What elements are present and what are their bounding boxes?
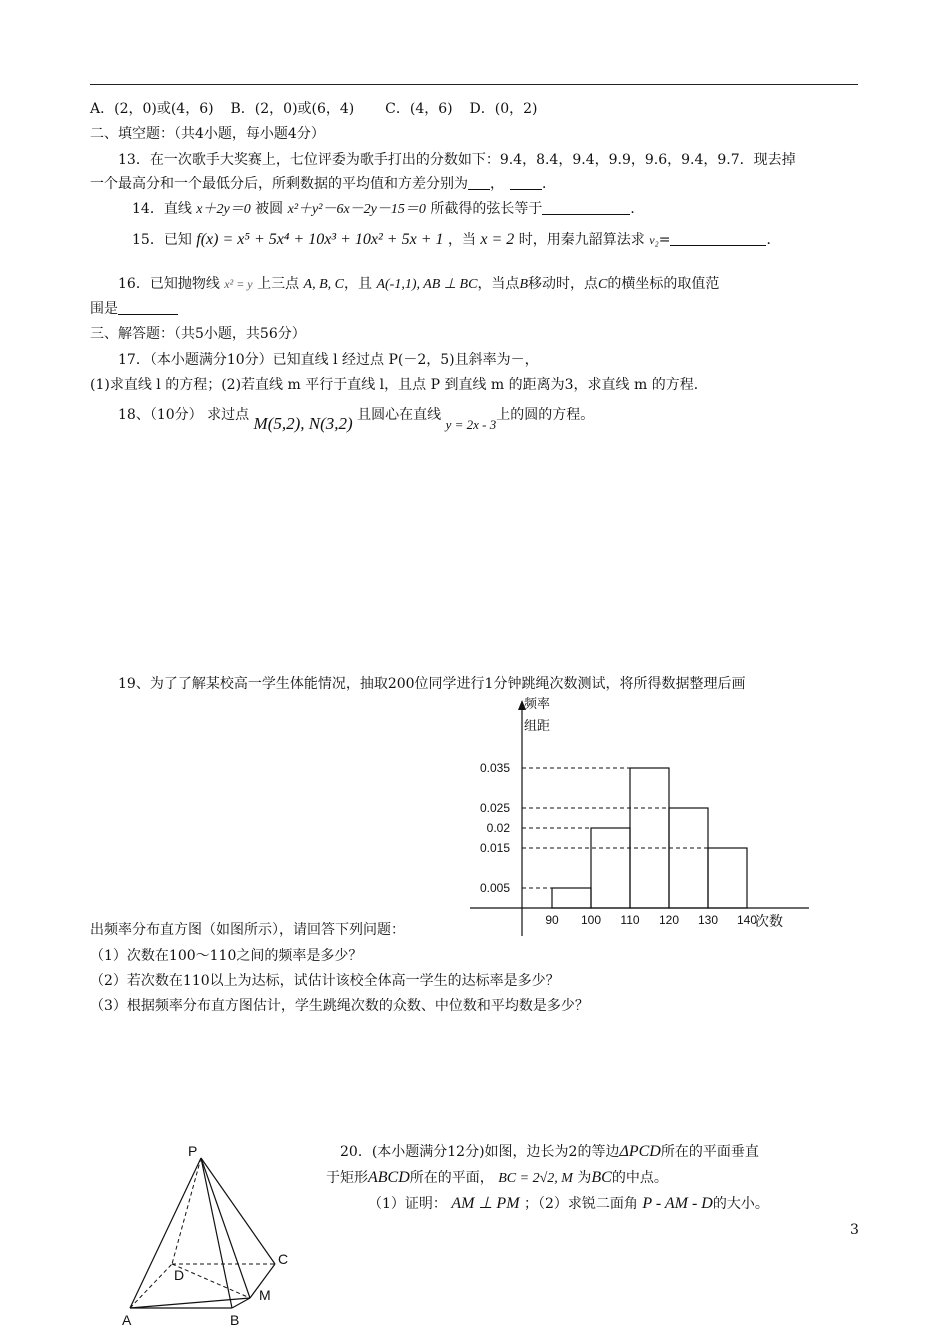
q18-points: M(5,2), N(3,2) — [253, 414, 353, 433]
histogram-labels — [480, 696, 783, 929]
q20-line2-mid2: 为 — [577, 1170, 592, 1186]
option-d: D．(0，2) — [469, 101, 538, 117]
answer-blank — [510, 175, 542, 190]
answer-blank — [468, 175, 490, 190]
q19-sub2: （2）若次数在110以上为达标，试估计该校全体高一学生的达标率是多少？ — [90, 973, 560, 989]
label-d: D — [174, 1267, 185, 1283]
q18-pre: 18、（10分） 求过点 — [118, 407, 250, 423]
edge-ad — [130, 1264, 172, 1308]
histogram-bar — [708, 848, 747, 908]
y-tick-label: 0.025 — [479, 801, 510, 815]
q16-mid4: 移动时，点 — [528, 276, 598, 292]
option-c: C．(4，6) — [385, 101, 453, 117]
q17-line2: (1)求直线 l 的方程；(2)若直线 m 平行于直线 l，且点 P 到直线 m 的距离为3，求直线 m 的方程． — [90, 377, 708, 393]
header-rule — [90, 84, 858, 85]
q14-circle-equation: x²＋y²－6x－2y－15＝0 — [287, 202, 426, 217]
answer-blank — [542, 200, 630, 215]
y-tick-label: 0.015 — [479, 841, 510, 855]
q20-line1 — [340, 1142, 759, 1162]
q16-mid2: ，且 — [344, 276, 372, 292]
x-tick-label: 130 — [697, 913, 719, 927]
q19-line2: 出频率分布直方图（如图所示），请回答下列问题： — [90, 922, 405, 938]
q19-line1: 19、为了了解某校高一学生体能情况，抽取200位同学进行1分钟跳绳次数测试，将所得数据整理后画 — [118, 676, 746, 692]
x-axis-label: 次数 — [755, 913, 783, 929]
q20-triangle: ΔPCD — [619, 1143, 661, 1160]
q15-condition: x = 2 — [480, 231, 515, 248]
q19-sub3: （3）根据频率分布直方图估计，学生跳绳次数的众数、中位数和平均数是多少？ — [90, 998, 589, 1014]
y-axis-label-top: 频率 — [524, 696, 551, 711]
q20-bc: BC — [591, 1169, 612, 1186]
y-tick-label: 0.035 — [479, 761, 510, 775]
q20-sub1-post: ；（2）求锐二面角 — [523, 1196, 638, 1212]
y-tick-label: 0.005 — [479, 881, 510, 895]
q14-mid: 被圆 — [255, 201, 284, 217]
q16-line2 — [90, 299, 178, 319]
answer-blank — [118, 300, 178, 315]
q20-line1-pre: 20．(本小题满分12分)如图，边长为2的等边 — [340, 1144, 620, 1160]
q15 — [132, 230, 780, 250]
histogram-bar — [591, 828, 630, 908]
q15-function: f(x) = x⁵ + 5x⁴ + 10x³ + 10x² + 5x + 1 — [196, 231, 444, 248]
q16-point-c: C — [598, 277, 608, 292]
q16-post: 的横坐标的取值范 — [607, 276, 720, 292]
q14-pre: 14．直线 — [132, 201, 192, 217]
q14-post: 所截得的弦长等于 — [430, 201, 543, 217]
q15-variable: v₂ — [649, 233, 659, 247]
q18-mid: 且圆心在直线 — [357, 407, 442, 423]
option-a: A．(2，0)或(4，6) — [90, 101, 214, 117]
section-solution-heading: 三、解答题：（共5小题，共56分） — [90, 326, 306, 342]
q14 — [132, 199, 644, 220]
q20-sub2-expr: P - AM - D — [642, 1195, 713, 1212]
x-tick-label: 100 — [580, 913, 602, 927]
q15-pre: 15．已知 — [132, 232, 192, 248]
histogram-axes — [470, 700, 809, 936]
histogram-bars — [552, 768, 747, 908]
histogram-bar — [630, 768, 669, 908]
q20-line2-pre: 于矩形 — [326, 1170, 368, 1186]
q20-line3 — [368, 1194, 769, 1214]
q13-end: ． — [542, 176, 556, 192]
x-tick-label: 90 — [545, 913, 559, 927]
pyramid-figure — [110, 1140, 310, 1340]
q13-line1: 13．在一次歌手大奖赛上，七位评委为歌手打出的分数如下：9.4，8.4，9.4，9.9，9.6，9.4，9.7．现去掉 — [118, 152, 796, 168]
label-c: C — [278, 1251, 289, 1267]
x-tick-label: 120 — [658, 913, 680, 927]
answer-blank — [670, 231, 766, 246]
q15-mid: ，当 — [447, 232, 476, 248]
q13-line2 — [90, 174, 556, 194]
option-b: B．(2，0)或(6，4) — [230, 101, 355, 117]
q15-equals: = — [658, 232, 671, 248]
q17-line1: 17．（本小题满分10分）已知直线 l 经过点 P(－2，5)且斜率为－， — [118, 352, 539, 368]
edge-pa — [130, 1158, 201, 1308]
q20-condition: BC = 2√2, M — [498, 1171, 573, 1186]
q16-pre: 16．已知抛物线 — [118, 276, 220, 292]
q20-sub2-post: 的大小。 — [712, 1196, 769, 1212]
q16-parabola: x² = y — [224, 277, 253, 291]
q19-sub1: （1）次数在100～110之间的频率是多少？ — [90, 948, 363, 964]
q20-rectangle: ABCD — [368, 1169, 410, 1186]
q20-sub1-expr: AM ⊥ PM — [451, 1195, 520, 1212]
q18-line: y = 2x - 3 — [445, 417, 497, 432]
label-m: M — [259, 1287, 271, 1303]
q16-line2-text: 围是 — [90, 301, 118, 317]
q20-line1-post: 所在的平面垂直 — [660, 1144, 759, 1160]
section-fill-blank-heading: 二、填空题：（共4小题，每小题4分） — [90, 126, 325, 142]
frequency-histogram — [470, 690, 810, 940]
q14-end: ． — [630, 201, 645, 217]
q16-line1 — [118, 274, 719, 295]
q20-sub1-pre: （1）证明： — [368, 1196, 447, 1212]
q16-point-b: B — [519, 277, 528, 292]
q13-text: 一个最高分和一个最低分后，所剩数据的平均值和方差分别为 — [90, 176, 468, 192]
x-tick-label: 140 — [736, 913, 758, 927]
y-axis-label-bottom: 组距 — [524, 718, 551, 733]
label-a: A — [122, 1312, 132, 1328]
histogram-bar — [669, 808, 708, 908]
q16-mid1: 上三点 — [257, 276, 300, 292]
x-tick-label: 110 — [620, 913, 640, 927]
page-number: 3 — [850, 1222, 859, 1238]
q20-line2-mid: 所在的平面， — [409, 1170, 494, 1186]
q20-line2-post: 的中点。 — [611, 1170, 668, 1186]
label-p: P — [188, 1143, 198, 1159]
q15-end: ． — [766, 232, 781, 248]
q18 — [118, 404, 595, 433]
q15-post: 时，用秦九韶算法求 — [518, 232, 645, 248]
q13-sep: ， — [490, 176, 504, 192]
q14-line-equation: x＋2y＝0 — [196, 202, 251, 217]
q16-mid3: ，当点 — [477, 276, 520, 292]
q16-condition: A(-1,1), AB ⊥ BC — [376, 277, 478, 292]
q20-line2 — [326, 1168, 668, 1189]
q12-options — [90, 99, 538, 119]
label-b: B — [230, 1312, 240, 1328]
y-tick-label: 0.02 — [486, 821, 510, 835]
q18-post: 上的圆的方程。 — [496, 407, 595, 423]
q16-points: A, B, C — [303, 277, 344, 292]
histogram-bar — [552, 888, 591, 908]
